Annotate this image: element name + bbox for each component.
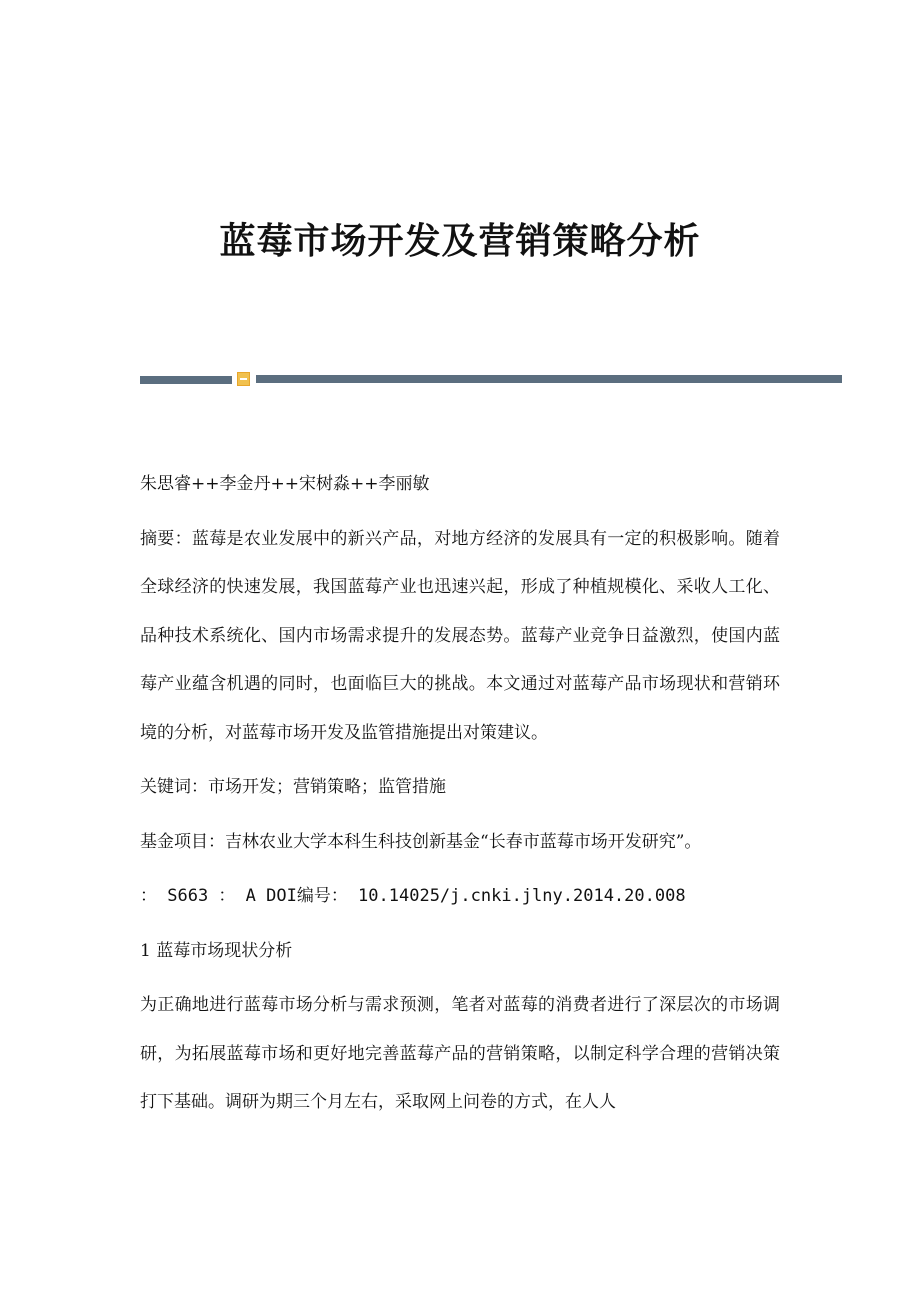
section-heading: 1 蓝莓市场现状分析 — [140, 940, 293, 961]
abstract-paragraph: 摘要：蓝莓是农业发展中的新兴产品，对地方经济的发展具有一定的积极影响。随着全球经济的快速发展，我国蓝莓产业也迅速兴起，形成了种植规模化、采收人工化、品种技术系统化、国内市场需求提升的发展态势。蓝莓产业竞争日益激烈，使国内蓝莓产业蕴含机遇的同时，也面临巨大的挑战。本文通过对蓝莓产品市场现状和营销环境的分析，对蓝莓市场开发及监管措施提出对策建议。 — [140, 528, 780, 743]
title-divider — [140, 371, 842, 387]
article-body — [140, 460, 780, 1127]
section-paragraph: 为正确地进行蓝莓市场分析与需求预测，笔者对蓝莓的消费者进行了深层次的市场调研，为拓展蓝莓市场和更好地完善蓝莓产品的营销策略，以制定科学合理的营销决策打下基础。调研为期三个月左右，采取网上问卷的方式，在人人 — [140, 995, 780, 1112]
page-title: 蓝莓市场开发及营销策略分析 — [219, 220, 701, 262]
fund-line: 基金项目：吉林农业大学本科生科技创新基金“长春市蓝莓市场开发研究”。 — [140, 831, 702, 852]
divider-mark-icon — [237, 372, 250, 386]
classification-line: ： S663 ： A DOI编号： 10.14025/j.cnki.jlny.2014.20.008 — [140, 886, 686, 906]
divider-bar-left — [140, 376, 232, 384]
divider-bar-right — [256, 375, 842, 383]
keywords-line: 关键词：市场开发；营销策略；监管措施 — [140, 777, 446, 797]
author-line: 朱思睿++李金丹++宋树淼++李丽敏 — [140, 474, 430, 494]
